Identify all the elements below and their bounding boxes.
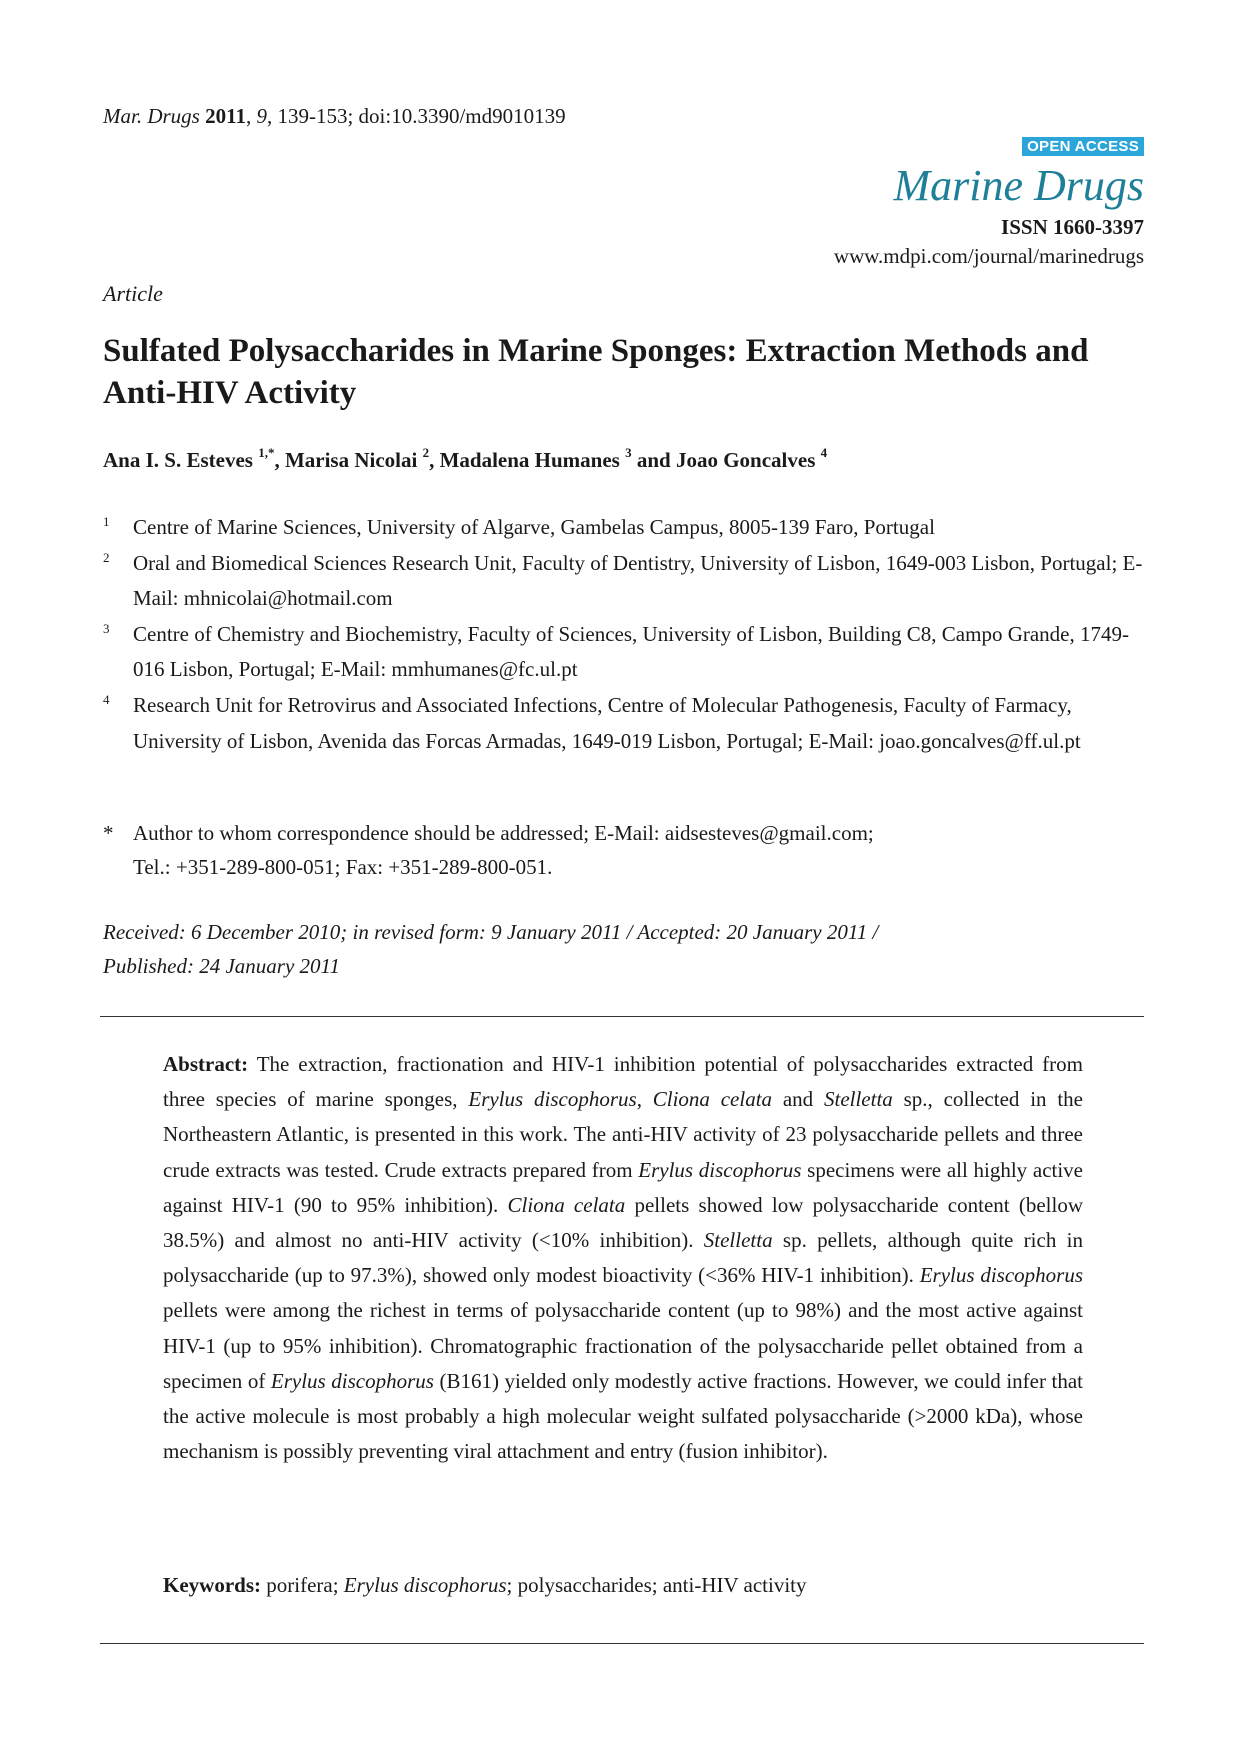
- text-run: specimens were all highly active against HIV-1 (90 to 95% inhibition).: [163, 1157, 1084, 1217]
- top-divider: [100, 1016, 1144, 1017]
- dates-line: Received: 6 December 2010; in revised form: 9 January 2011 / Accepted: 20 January 2011 /: [103, 920, 879, 944]
- article-type: Article: [103, 281, 163, 306]
- correspondence-note: [103, 816, 1143, 884]
- author-name: Joao Goncalves: [675, 448, 816, 472]
- text-run: pellets showed low polysaccharide content (bellow 38.5%) and almost no anti-HIV activity (<10% inhibition).: [163, 1192, 1083, 1253]
- open-access-badge: OPEN ACCESS: [1022, 137, 1144, 156]
- species-name: Stelletta: [703, 1228, 773, 1253]
- author-separator: and: [631, 448, 676, 472]
- species-name: Erylus discophorus: [919, 1263, 1084, 1288]
- dates-line: Published: 24 January 2011: [103, 954, 340, 978]
- author-name: Madalena Humanes: [439, 448, 620, 472]
- affiliation-item: [103, 546, 1143, 617]
- species-name: Cliona celata: [507, 1192, 626, 1217]
- correspondence-star: *: [103, 821, 114, 845]
- correspondence-line: Author to whom correspondence should be addressed; E-Mail: aidsesteves@gmail.com;: [133, 821, 874, 845]
- species-name: Erylus discophorus: [343, 1573, 507, 1597]
- abstract-body: [163, 1052, 1083, 1463]
- keywords-label: Keywords:: [163, 1573, 261, 1597]
- author-affiliation-mark: 1,*: [258, 445, 275, 460]
- species-name: Stelletta: [823, 1087, 893, 1112]
- author-name: Marisa Nicolai: [284, 448, 418, 472]
- species-name: Erylus discophorus: [638, 1157, 802, 1182]
- species-name: Erylus discophorus: [468, 1087, 637, 1112]
- citation-pages-doi: , 139-153; doi:10.3390/md9010139: [266, 104, 566, 128]
- citation-journal: Mar. Drugs: [103, 104, 200, 128]
- publication-dates: [103, 915, 1143, 983]
- citation-line: Mar. Drugs 2011, 9, 139-153; doi:10.3390/md9010139: [103, 104, 566, 128]
- text-run: pellets were among the richest in terms of polysaccharide content (up to 98%) and the most active against HIV-1 (up to 95% inhibition). Chromatographic fractionation of the polysaccharide pellet obtained from a specimen of: [163, 1298, 1083, 1393]
- affiliation-number: 2: [103, 549, 110, 565]
- bottom-divider: [100, 1643, 1144, 1644]
- author-name: Ana I. S. Esteves: [103, 448, 253, 472]
- abstract-label: Abstract:: [163, 1052, 249, 1076]
- text-run: ; polysaccharides; anti-HIV activity: [506, 1573, 807, 1597]
- citation-year: 2011: [205, 104, 246, 128]
- abstract: [163, 1047, 1083, 1469]
- author-separator: ,: [429, 448, 440, 472]
- text-run: (B161) yielded only modestly active fractions. However, we could infer that the active molecule is most probably a high molecular weight sulfated polysaccharide (>2000 kDa), whose mechanism is possibly preventing viral attachment and entry (fusion inhibitor).: [163, 1368, 1084, 1464]
- species-name: Cliona celata: [652, 1087, 773, 1112]
- affiliation-number: 4: [103, 691, 110, 707]
- affiliation-text: Research Unit for Retrovirus and Associated Infections, Centre of Molecular Pathogenesis, Faculty of Farmacy, University of Lisbon, Avenida das Forcas Armadas, 1649-019 Lisbon, Portugal; E-Mail: joao.goncalves@ff.ul.pt: [133, 692, 1081, 753]
- text-run: porifera;: [261, 1573, 344, 1597]
- text-run: sp. pellets, although quite rich in polysaccharide (up to 97.3%), showed only modest bioactivity (<36% HIV-1 inhibition).: [163, 1228, 1083, 1288]
- author-list: [103, 445, 828, 473]
- text-run: ,: [636, 1087, 653, 1112]
- keywords: [163, 1573, 1083, 1598]
- author-affiliation-mark: 3: [625, 445, 632, 460]
- affiliation-list: [103, 510, 1143, 759]
- affiliation-item: [103, 688, 1143, 759]
- journal-name: Marine Drugs: [893, 161, 1144, 210]
- text-run: The extraction, fractionation and HIV-1 inhibition potential of polysaccharides extracted from three species of marine sponges,: [163, 1052, 1083, 1112]
- journal-url[interactable]: www.mdpi.com/journal/marinedrugs: [833, 244, 1144, 268]
- affiliation-number: 3: [103, 620, 110, 636]
- species-name: Erylus discophorus: [270, 1368, 434, 1393]
- affiliation-item: [103, 510, 1143, 546]
- author-separator: ,: [274, 448, 285, 472]
- affiliation-number: 1: [103, 514, 110, 529]
- author-affiliation-mark: 2: [422, 445, 430, 460]
- text-run: sp., collected in the Northeastern Atlantic, is presented in this work. The anti-HIV activity of 23 polysaccharide pellets and three crude extracts was tested. Crude extracts prepared from: [163, 1087, 1083, 1182]
- correspondence-line: Tel.: +351-289-800-051; Fax: +351-289-800-051.: [133, 855, 553, 879]
- keywords-body: [261, 1573, 806, 1597]
- text-run: and: [772, 1087, 824, 1112]
- citation-volume: 9: [256, 104, 267, 128]
- paper-title: Sulfated Polysaccharides in Marine Sponges: Extraction Methods and Anti-HIV Activity: [103, 333, 1089, 411]
- affiliation-text: Oral and Biomedical Sciences Research Unit, Faculty of Dentistry, University of Lisbon, 1649-003 Lisbon, Portugal; E-Mail: mhnicolai@hotmail.com: [133, 550, 1143, 611]
- author-affiliation-mark: 4: [820, 445, 828, 460]
- affiliation-text: Centre of Marine Sciences, University of Algarve, Gambelas Campus, 8005-139 Faro, Portugal: [133, 515, 935, 539]
- issn: ISSN 1660-3397: [1001, 215, 1144, 239]
- affiliation-text: Centre of Chemistry and Biochemistry, Faculty of Sciences, University of Lisbon, Building C8, Campo Grande, 1749-016 Lisbon, Portugal; E-Mail: mmhumanes@fc.ul.pt: [133, 621, 1129, 682]
- affiliation-item: [103, 617, 1143, 688]
